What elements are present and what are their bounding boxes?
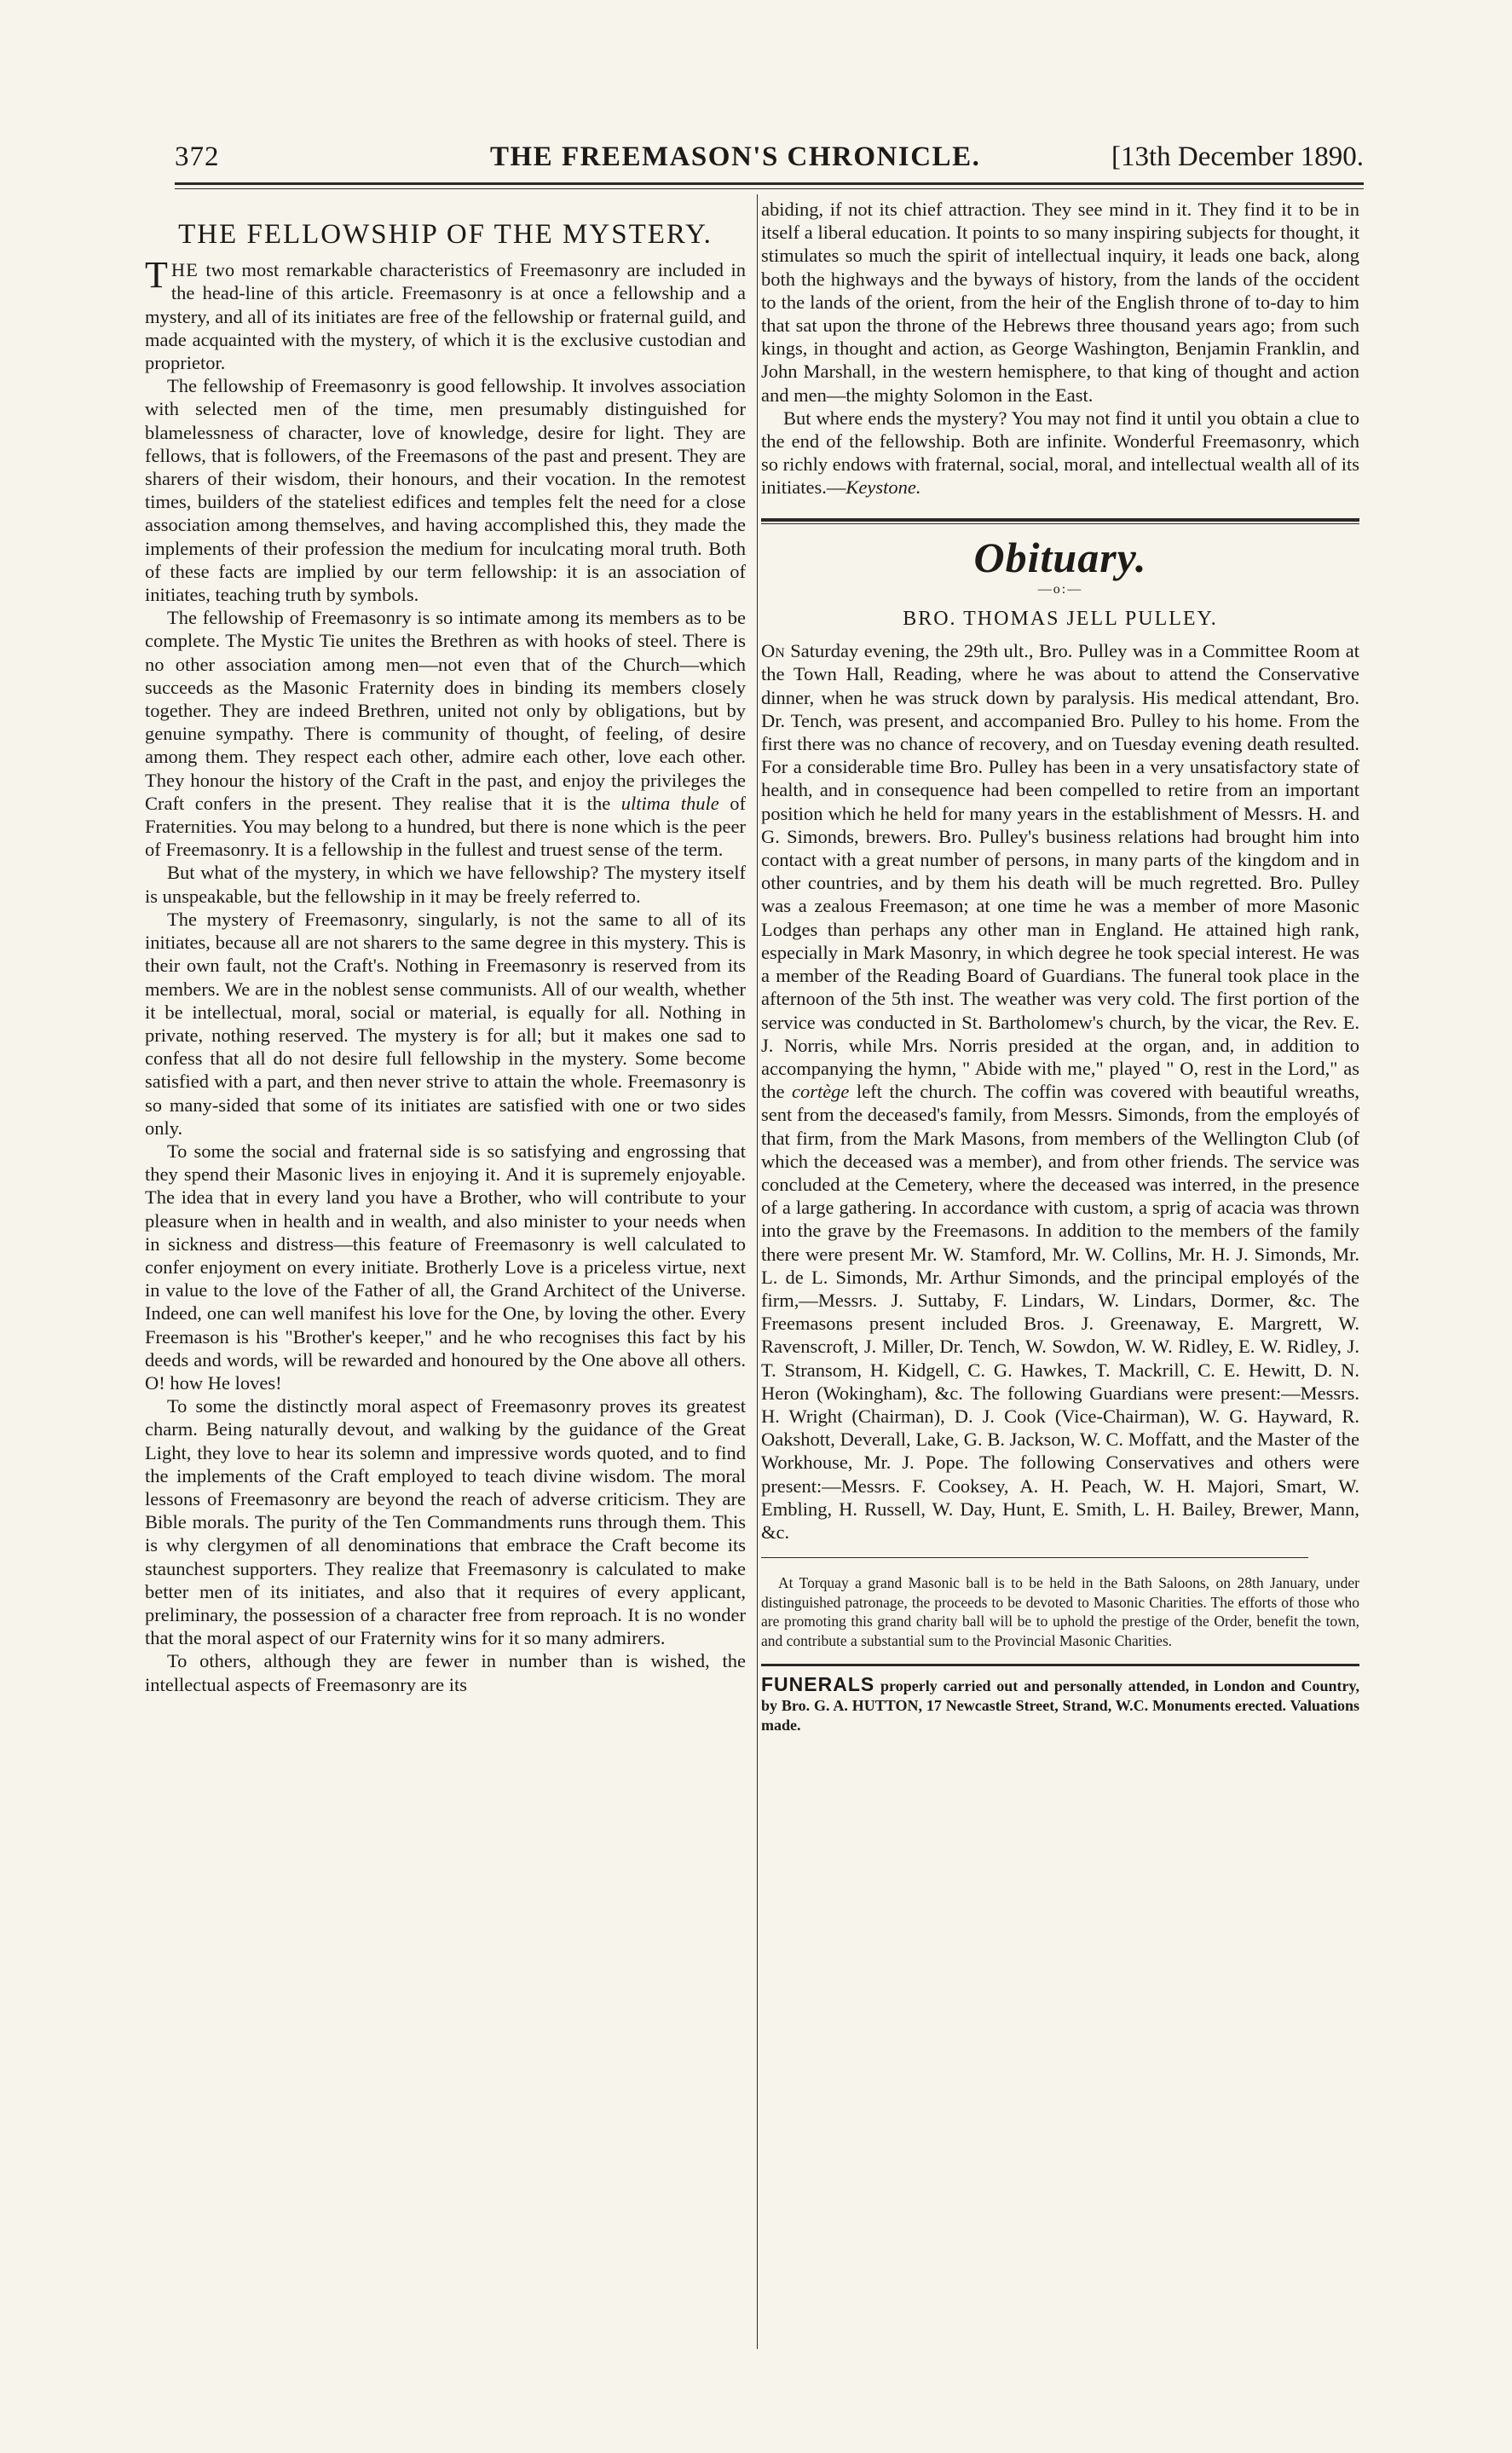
notice-text: At Torquay a grand Masonic ball is to be held in the Bath Saloons, on 28th January, under distinguished patronage, the proceeds to be devoted to Masonic Charities. The efforts of those who are promoting this grand charity ball will be to uphold the prestige of the Order, benefit the town, and contribute a substantial sum to the Provincial Masonic Charities. — [761, 1574, 1359, 1649]
header-rule-thin — [175, 188, 1364, 189]
article-paragraph: THE two most remarkable characteristics of Freemasonry are included in the head-line of this article. Freemasonry is at once a fellowship and a mystery, and all of its initiates are free of the fellowship or fraternal guild, and made acquainted with the mystery, of which it is the exclusive custodian and proprietor. — [145, 254, 746, 374]
issue-date: [13th December 1890. — [1111, 141, 1364, 172]
publication-title: THE FREEMASON'S CHRONICLE. — [490, 141, 981, 172]
drop-cap: T — [145, 254, 168, 297]
article-paragraph: To some the distinctly moral aspect of Freemasonry proves its greatest charm. Being naturally devout, and walking by the guidance of the Great Light, they love to hear its solemn and impressive words quoted, and to find the implements of the Craft employed to teach divine wisdom. The moral lessons of Freemasonry are beyond the reach of adverse criticism. They are Bible morals. The purity of the Ten Commandments runs through them. This is why clergymen of all denominations that embrace the Craft become its staunchest supporters. They realize that Freemasonry is calculated to make better men of its initiates, and also that it requires of every applicant, preliminary, the possession of a character free from reproach. It is no wonder that the moral aspect of our Fraternity wins for it so many admirers. — [145, 1395, 746, 1649]
article-paragraph: To some the social and fraternal side is so satisfying and engrossing that they spend their Masonic lives in enjoying it. And it is supremely enjoyable. The idea that in every land you have a Brother, who will contribute to your pleasure when in health and in wealth, and also minister to your needs when in sickness and distress—this feature of Freemasonry is well calculated to confer enjoyment on every initiate. Brotherly Love is a priceless virtue, next in value to the love of the Father of all, the Grand Architect of the Universe. Indeed, one can well manifest his love for the One, by loving the other. Every Freemason is his "Brother's keeper," and he who recognises this fact by his deeds and words, will be rewarded and honoured by the One above all others. O! how He loves! — [145, 1140, 746, 1394]
article-source: Keystone. — [845, 476, 921, 499]
column-separator — [757, 194, 758, 2349]
notice-rule — [761, 1557, 1308, 1558]
section-rule-thin — [761, 523, 1359, 524]
article-continuation: abiding, if not its chief attraction. They see mind in it. They find it to be in itself a liberal education. It points to so many inspiring subjects for thought, it stimulates so much the spirit of intellectual inquiry, it leads one back, along both the highways and the byways of history, from the lands of the occident to the lands of the orient, from the heir of the English throne of to-day to him that sat upon the throne of the Hebrews three thousand years ago; from such kings, in thought and action, as George Washington, Benjamin Franklin, and John Marshall, in the western hemisphere, to that king of thought and action and men—the mighty Solomon in the East. — [761, 199, 1359, 406]
ornament: —o:— — [1037, 581, 1083, 597]
article-headline: THE FELLOWSHIP OF THE MYSTERY. — [178, 219, 713, 250]
left-column — [145, 219, 747, 1696]
advert-heading: FUNERALS — [761, 1673, 875, 1696]
right-column — [761, 198, 1359, 1735]
obituary-heading: Obituary. — [973, 533, 1147, 581]
advert-text: properly carried out and personally attended, in London and Country, by Bro. G. A. HUTTON, 17 Newcastle Street, Strand, W.C. Monuments erected. Valuations made. — [761, 1677, 1359, 1734]
running-head — [175, 141, 1364, 182]
header-rule — [175, 182, 1364, 185]
article-paragraph: The mystery of Freemasonry, singularly, is not the same to all of its initiates, because all are not sharers to the same degree in this mystery. This is their own fault, not the Craft's. Nothing in Freemasonry is reserved from its members. We are in the noblest sense communists. All of our wealth, whether it be intellectual, moral, social or material, is equally for all. Nothing in private, nothing reserved. The mystery is for all; but it makes one sad to confess that all do not desire full fellowship in the mystery. Some become satisfied with a part, and then never strive to attain the whole. Freemasonry is so many-sided that some of its initiates are satisfied with one or two sides only. — [145, 908, 746, 1139]
article-paragraph: To others, although they are fewer in number than is wished, the intellectual aspects of Freemasonry are its — [145, 1650, 746, 1695]
article-paragraph: But where ends the mystery? You may not find it until you obtain a clue to the end of the fellowship. Both are infinite. Wonderful Freemasonry, which so richly endows with fraternal, social, moral, and intellectual wealth all of its initiates.—Keystone. — [761, 407, 1359, 499]
article-paragraph: The fellowship of Freemasonry is good fellowship. It involves association with selected men of the time, men presumably distinguished for blamelessness of character, love of knowledge, desire for light. They are fellows, that is followers, of the Freemasons of the past and present. They are sharers of their wisdom, their honours, and their vocation. In the remotest times, builders of the stateliest edifices and temples felt the need for a close association among themselves, and having accomplished this, they made the implements of their profession the medium for inculcating moral truth. Both of these facts are implied by our term fellowship: it is an association of initiates, teaching truth by symbols. — [145, 375, 746, 606]
torquay-notice — [761, 1573, 1359, 1650]
obituary-name: BRO. THOMAS JELL PULLEY. — [903, 608, 1218, 631]
page-number: 372 — [175, 141, 220, 172]
obituary-paragraph: On Saturday evening, the 29th ult., Bro. Pulley was in a Committee Room at the Town Hall, Reading, where he was about to attend the Conservative dinner, when he was struck down by paralysis. His medical attendant, Bro. Dr. Tench, was present, and accompanied Bro. Pulley to his home. From the first there was no chance of recovery, and on Tuesday evening death resulted. For a considerable time Bro. Pulley has been in a very unsatisfactory state of health, and in consequence had been compelled to retire from an important position which he held for many years in the establishment of Messrs. H. and G. Simonds, brewers. Bro. Pulley's business relations had brought him into contact with a great number of persons, in many parts of the kingdom and in other countries, and by them his death will be much regretted. Bro. Pulley was a zealous Freemason; at one time he was a member of more Masonic Lodges than perhaps any other man in England. He attained high rank, especially in Mark Masonry, in which degree he took special interest. He was a member of the Reading Board of Guardians. The funeral took place in the afternoon of the 5th inst. The weather was very cold. The first portion of the service was conducted in St. Bartholomew's church, by the vicar, the Rev. E. J. Norris, while Mrs. Norris presided at the organ, and, in addition to accompanying the hymn, " Abide with me," played " O, rest in the Lord," as the cortège left the church. The coffin was covered with beautiful wreaths, sent from the deceased's family, from Messrs. Simonds, from the employés of that firm, from the Mark Masons, from members of the Wellington Club (of which the deceased was a member), and from other friends. The service was concluded at the Cemetery, where the deceased was interred, in the presence of a large gathering. In accordance with custom, a sprig of acacia was thrown into the grave by the Freemasons. In addition to the members of the family there were present Mr. W. Stamford, Mr. W. Collins, Mr. H. J. Simonds, Mr. L. de L. Simonds, Mr. Arthur Simonds, and the principal employés of the firm,—Messrs. J. Suttaby, F. Lindars, W. Lindars, Dormer, &c. The Freemasons present included Bros. J. Greenaway, E. Margrett, W. Ravenscroft, J. Miller, Dr. Tench, W. Sowdon, W. W. Ridley, E. W. Ridley, J. T. Stransom, H. Kidgell, C. G. Hawkes, T. Mackrill, C. E. Hewitt, D. N. Heron (Wokingham), &c. The following Guardians were present:—Messrs. H. Wright (Chairman), D. J. Cook (Vice-Chairman), W. G. Hayward, R. Oakshott, Deverall, Lake, G. B. Jackson, W. C. Moffatt, and the Master of the Workhouse, Mr. J. Pope. The following Conservatives and others were present:—Messrs. F. Cooksey, A. H. Peach, W. H. Majori, Smart, W. Embling, H. Russell, W. Day, Hunt, E. Smith, L. H. Bailey, Brewer, Mann, &c. — [761, 640, 1359, 1543]
article-paragraph: The fellowship of Freemasonry is so intimate among its members as to be complete. The Mystic Tie unites the Brethren as with hooks of steel. There is no other association among men—not even that of the Church—which succeeds as the Masonic Fraternity does in binding its members closely together. They are indeed Brethren, united not only by obligations, but by genuine sympathy. There is community of thought, of feeling, of desire among them. They respect each other, admire each other, love each other. They honour the history of the Craft in the past, and enjoy the privileges the Craft confers in the present. They realise that it is the ultima thule of Fraternities. You may belong to a hundred, but there is none which is the peer of Freemasonry. It is a fellowship in the fullest and truest sense of the term. — [145, 607, 747, 861]
funerals-advert — [761, 1675, 1359, 1735]
advert-rule — [761, 1664, 1359, 1666]
article-paragraph: But what of the mystery, in which we have fellowship? The mystery itself is unspeakable, but the fellowship in it may be freely referred to. — [145, 862, 746, 907]
section-rule — [761, 518, 1359, 522]
